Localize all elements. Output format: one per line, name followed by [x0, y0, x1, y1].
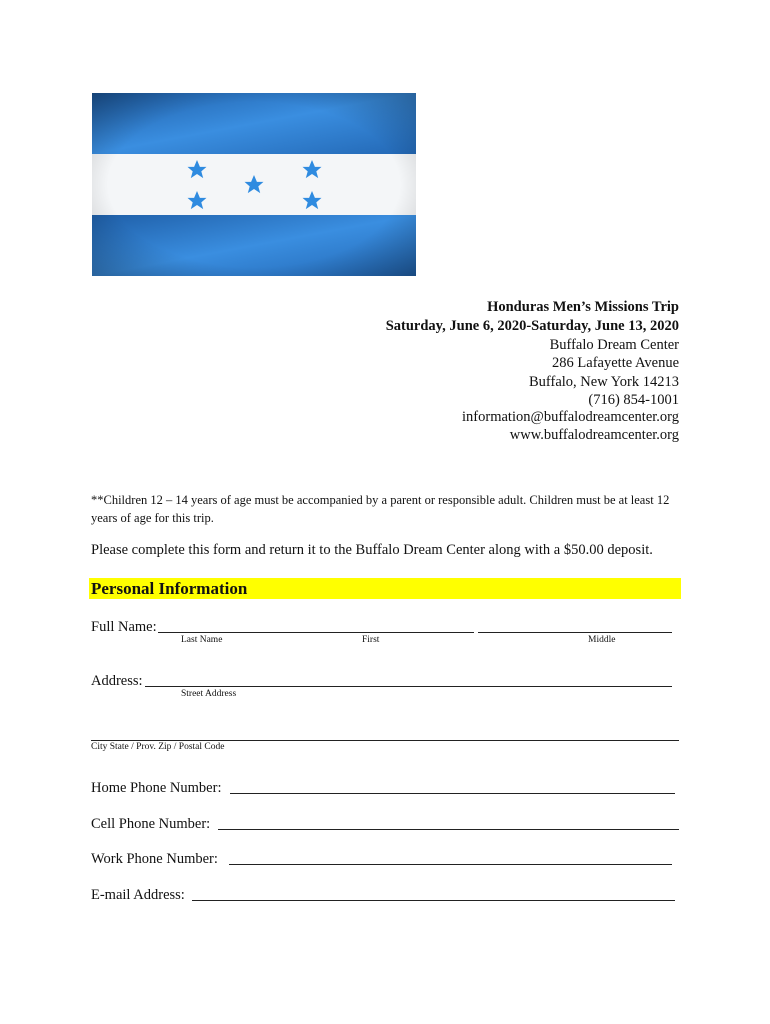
street-address-field[interactable]	[145, 686, 672, 687]
address-label: Address:	[91, 673, 143, 689]
last-name-sublabel: Last Name	[181, 635, 223, 645]
age-requirement-note: **Children 12 – 14 years of age must be accompanied by a parent or responsible adult. Children must be at least 12 years of age for this trip.	[91, 493, 670, 525]
email-label: E-mail Address:	[91, 887, 185, 903]
cell-phone-label: Cell Phone Number:	[91, 816, 211, 832]
org-phone: (716) 854-1001	[588, 392, 679, 408]
org-city: Buffalo, New York 14213	[529, 374, 679, 390]
org-name: Buffalo Dream Center	[549, 337, 679, 353]
org-street: 286 Lafayette Avenue	[552, 355, 679, 371]
city-state-zip-field[interactable]	[91, 740, 679, 741]
middle-name-sublabel: Middle	[588, 635, 616, 645]
full-name-label: Full Name:	[91, 619, 157, 635]
work-phone-field[interactable]	[229, 864, 672, 865]
cell-phone-field[interactable]	[218, 829, 679, 830]
section-title: Personal Information	[91, 579, 248, 598]
org-email: information@buffalodreamcenter.org	[462, 409, 679, 425]
email-field[interactable]	[192, 900, 675, 901]
org-website: www.buffalodreamcenter.org	[509, 427, 679, 443]
last-name-field[interactable]	[158, 632, 474, 633]
honduras-flag-image	[92, 93, 416, 276]
trip-dates: Saturday, June 6, 2020-Saturday, June 13, 2020	[385, 318, 679, 334]
home-phone-field[interactable]	[230, 793, 675, 794]
first-name-sublabel: First	[362, 635, 380, 645]
form-instructions: Please complete this form and return it to the Buffalo Dream Center along with a $50.00 deposit.	[91, 542, 653, 558]
street-address-sublabel: Street Address	[181, 689, 237, 699]
city-state-zip-sublabel: City State / Prov. Zip / Postal Code	[91, 742, 225, 752]
work-phone-label: Work Phone Number:	[91, 851, 218, 867]
trip-title: Honduras Men’s Missions Trip	[487, 299, 679, 315]
middle-name-field[interactable]	[478, 632, 672, 633]
home-phone-label: Home Phone Number:	[91, 780, 222, 796]
